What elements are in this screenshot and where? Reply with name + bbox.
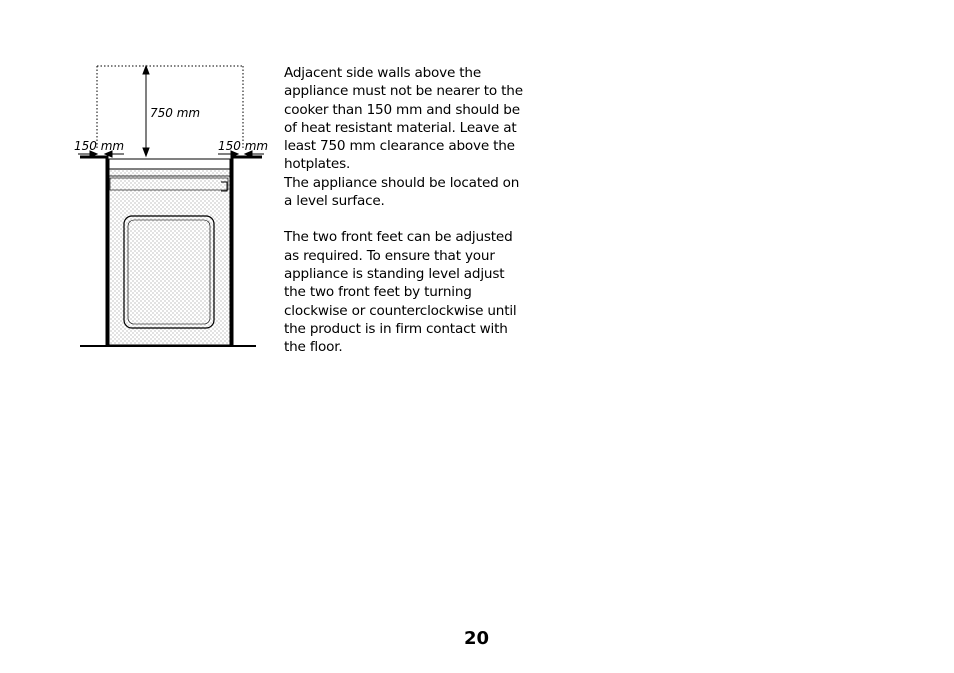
left-width-label: 150 mm <box>74 139 125 153</box>
paragraph-level-surface: The appliance should be located on a level surface. <box>284 174 520 210</box>
instructions-text <box>284 64 524 356</box>
cooker-illustration <box>109 159 230 345</box>
installation-clearance-diagram <box>68 58 268 358</box>
height-label: 750 mm <box>150 106 201 120</box>
page-number: 20 <box>464 628 490 649</box>
height-dimension-arrow <box>143 66 149 156</box>
paragraph-clearance: Adjacent side walls above the appliance must not be nearer to the cooker than 150 mm and should be of heat resistant material. Leave at least 750 mm clearance above the hotplates. <box>284 65 523 173</box>
paragraph-adjust-feet: The two front feet can be adjusted as required. To ensure that your appliance is standing level adjust the two front feet by turning clockwise or counterclockwise until the product is in firm contact with the floor. <box>284 229 517 356</box>
right-width-label: 150 mm <box>218 139 268 153</box>
